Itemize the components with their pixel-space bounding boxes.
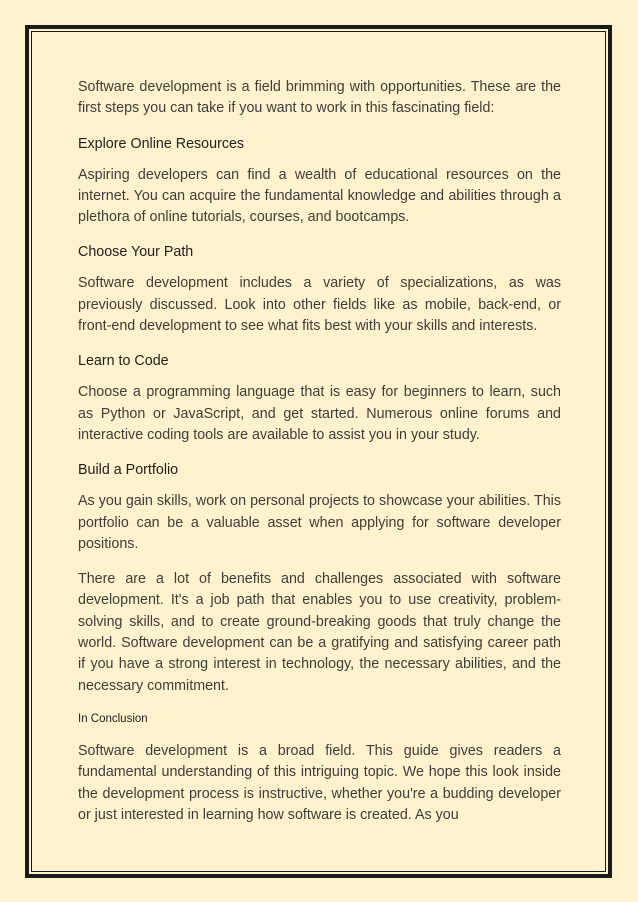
summary-paragraph: There are a lot of benefits and challenges associated with software development. It's a job path that enables you to use creativity, problem-solving skills, and to create ground-breaking goods that truly change the world. Software development can be a gratifying and satisfying career path if you have a strong interest in technology, the necessary abilities, and the necessary commitment. xyxy=(78,571,561,694)
heading-build-a-portfolio: Build a Portfolio xyxy=(78,462,179,479)
document-body xyxy=(78,77,561,826)
paragraph-explore-online-resources: Aspiring developers can find a wealth of educational resources on the internet. You can acquire the fundamental knowledge and abilities through a plethora of online tutorials, courses, and bootcamps. xyxy=(78,166,561,226)
paragraph-choose-your-path: Software development includes a variety of specializations, as was previously discussed. Look into other fields like as mobile, back-end, or front-end development to see what fits best with your skills and interests. xyxy=(78,275,561,335)
heading-in-conclusion: In Conclusion xyxy=(78,712,148,725)
heading-explore-online-resources: Explore Online Resources xyxy=(78,135,245,152)
heading-choose-your-path: Choose Your Path xyxy=(78,244,194,261)
paragraph-build-a-portfolio: As you gain skills, work on personal projects to showcase your abilities. This portfolio can be a valuable asset when applying for software developer positions. xyxy=(78,493,561,552)
heading-learn-to-code: Learn to Code xyxy=(78,353,169,370)
intro-paragraph: Software development is a field brimming with opportunities. These are the first steps you can take if you want to work in this fascinating field: xyxy=(78,79,561,117)
paragraph-conclusion: Software development is a broad field. This guide gives readers a fundamental understanding of this intriguing topic. We hope this look inside the development process is instructive, whether you're a budding developer or just interested in learning how software is created. As you xyxy=(78,742,561,823)
paragraph-learn-to-code: Choose a programming language that is easy for beginners to learn, such as Python or JavaScript, and get started. Numerous online forums and interactive coding tools are available to assist you in your study. xyxy=(78,384,561,443)
